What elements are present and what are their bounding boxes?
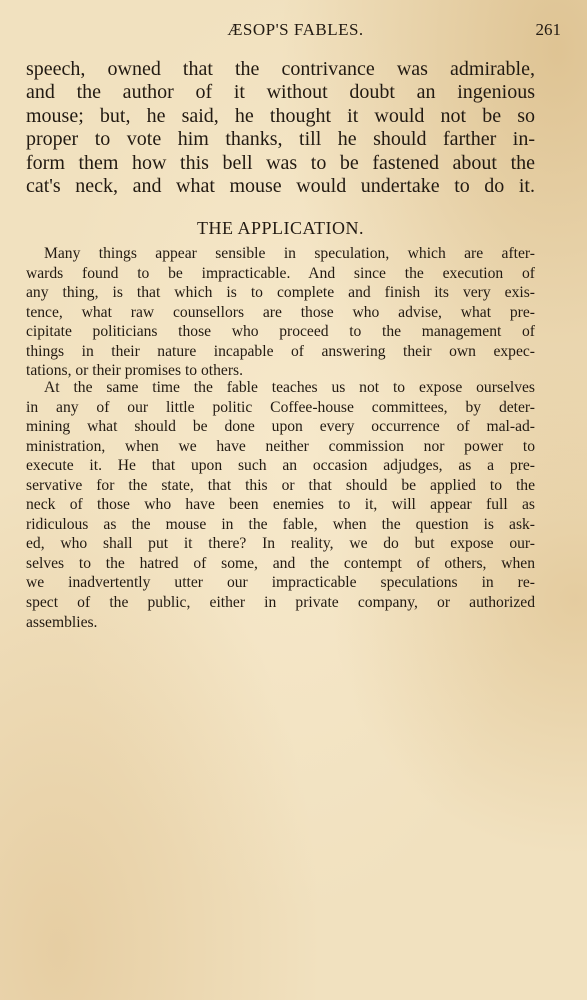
text-line: mouse; but, he said, he thought it would not be so bbox=[26, 104, 535, 127]
text-line: things in their nature incapable of answering their own expec- bbox=[26, 342, 535, 360]
text-line: spect of the public, either in private company, or authorized bbox=[26, 594, 535, 612]
text-line: ed, who shall put it there? In reality, we do but expose our- bbox=[26, 535, 535, 553]
application-paragraph-1 bbox=[26, 244, 535, 381]
text-line: and the author of it without doubt an ingenious bbox=[26, 81, 535, 104]
text-line: mining what should be done upon every occurrence of mal-ad- bbox=[26, 418, 535, 436]
text-line: proper to vote him thanks, till he should farther in- bbox=[26, 128, 535, 151]
text-line: ridiculous as the mouse in the fable, when the question is ask- bbox=[26, 515, 535, 533]
section-heading: THE APPLICATION. bbox=[196, 218, 364, 238]
fable-continuation bbox=[26, 58, 535, 198]
text-line: speech, owned that the contrivance was admirable, bbox=[26, 58, 535, 80]
text-line: cat's neck, and what mouse would undertake to do it. bbox=[26, 175, 535, 198]
running-head: ÆSOP'S FABLES. bbox=[227, 20, 364, 39]
text-line: cipitate politicians those who proceed to the management of bbox=[26, 323, 535, 341]
text-line: we inadvertently utter our impracticable speculations in re- bbox=[26, 574, 535, 592]
text-line: form them how this bell was to be fastened about the bbox=[26, 151, 535, 174]
text-line: tence, what raw counsellors are those who advise, what pre- bbox=[26, 303, 535, 321]
text-line: assemblies. bbox=[26, 613, 98, 631]
text-line: selves to the hatred of some, and the contempt of others, when bbox=[26, 554, 535, 572]
text-line: ministration, when we have neither commission nor power to bbox=[26, 437, 535, 455]
text-line: servative for the state, that this or that should be applied to the bbox=[26, 476, 535, 494]
text-line: Many things appear sensible in speculation, which are after- bbox=[44, 245, 535, 262]
page-header bbox=[26, 18, 565, 42]
page-number: 261 bbox=[535, 20, 561, 39]
text-line: in any of our little politic Coffee-house committees, by deter- bbox=[26, 398, 535, 416]
text-line: At the same time the fable teaches us not to expose ourselves bbox=[44, 379, 535, 396]
application-paragraph-2 bbox=[26, 378, 535, 632]
text-line: neck of those who have been enemies to it, will appear full as bbox=[26, 496, 535, 514]
text-line: wards found to be impracticable. And since the execution of bbox=[26, 264, 535, 282]
text-line: any thing, is that which is to complete and finish its very exis- bbox=[26, 284, 535, 302]
text-line: execute it. He that upon such an occasion adjudges, as a pre- bbox=[26, 457, 535, 475]
text-line: tations, or their promises to others. bbox=[26, 362, 243, 380]
